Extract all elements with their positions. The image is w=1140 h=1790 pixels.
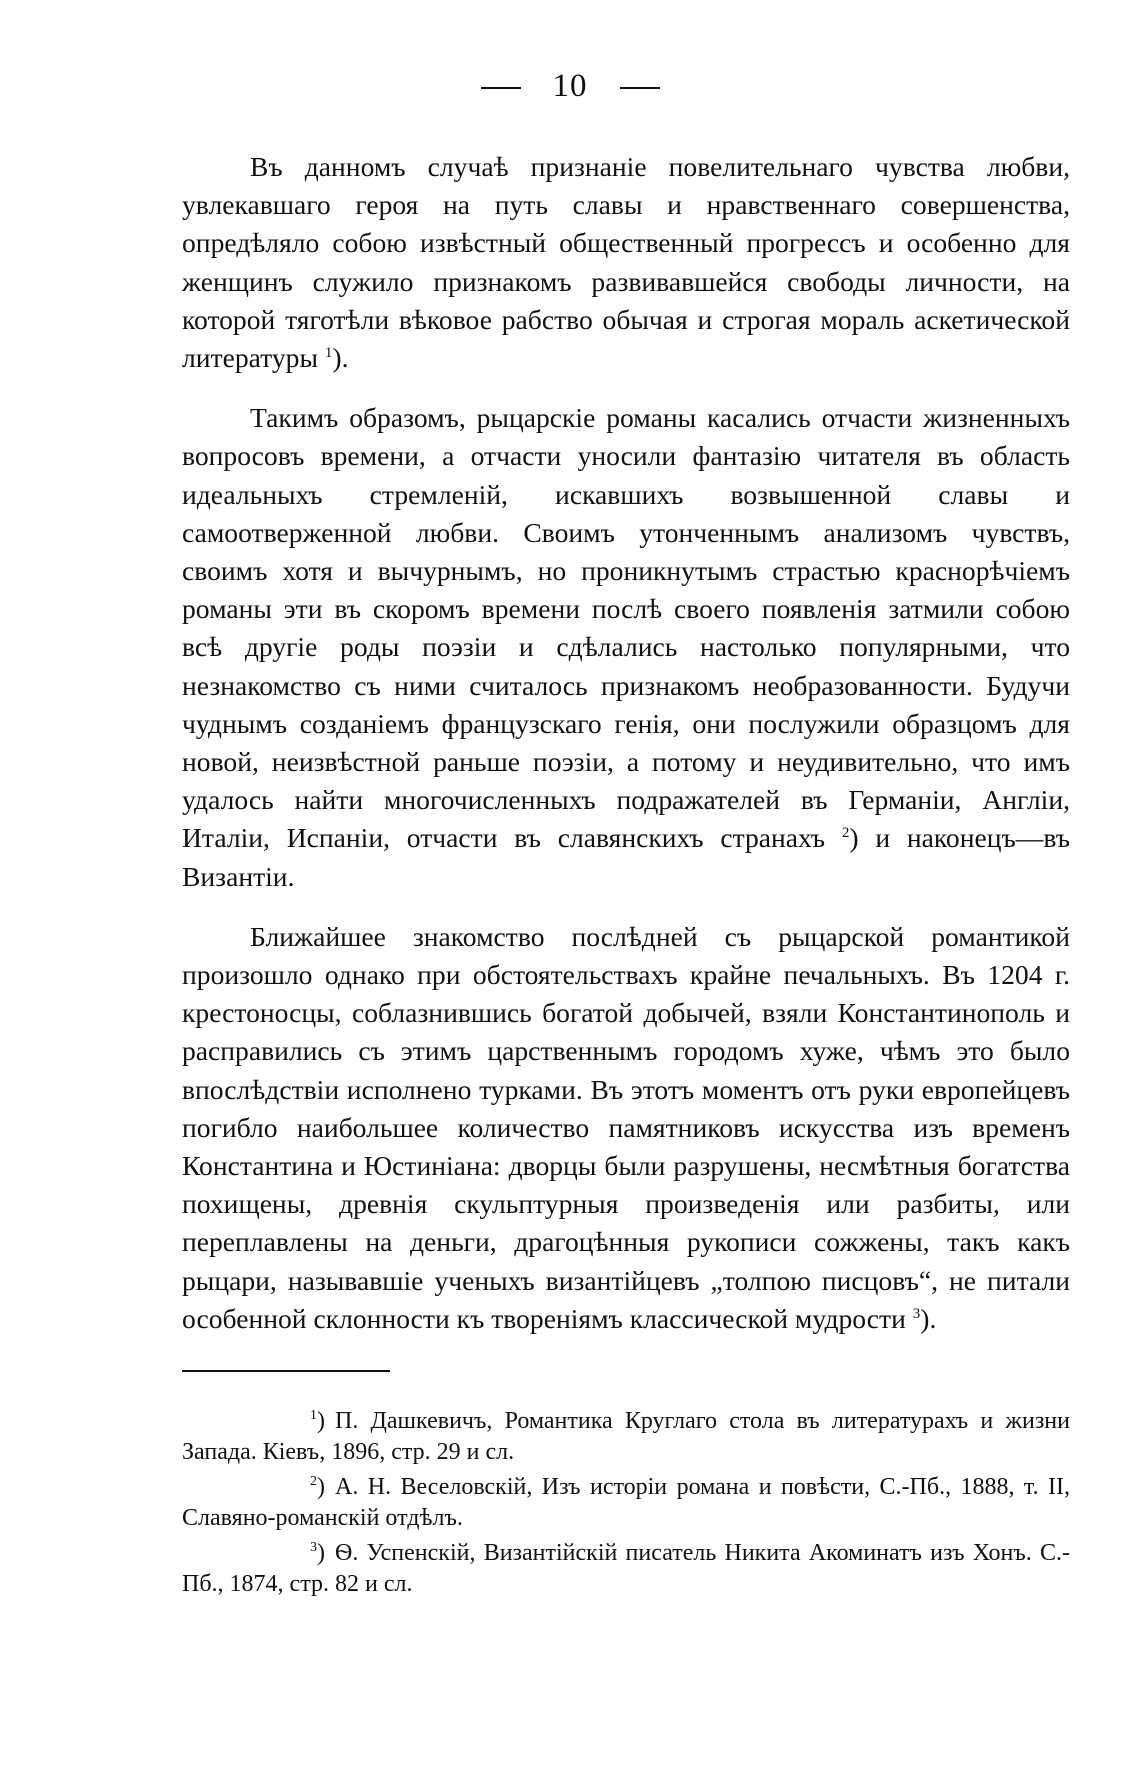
footnote-marker-number: 1 bbox=[310, 1408, 317, 1423]
paragraph-text: Такимъ образомъ, рыцарскіе романы касались отчасти жизненныхъ вопросовъ времени, а отчасти уносили фантазію читателя въ область идеальныхъ стремленій, искавшихъ возвышенной славы и самоотверженной любви. Своимъ утонченнымъ анализомъ чувствъ, своимъ хотя и вычурнымъ, но проникнутымъ страстью краснорѣчіемъ романы эти въ скоромъ времени послѣ своего появленія затмили собою всѣ другіе роды поэзіи и сдѣлались настолько популярными, что незнакомство съ ними считалось признакомъ необразованности. Будучи чуднымъ созданіемъ французскаго генія, они послужили образцомъ для новой, неизвѣстной раньше поэзіи, а потому и неудивительно, что имъ удалось найти многочисленныхъ подражателей въ Германіи, Англіи, Италіи, Испаніи, отчасти въ славянскихъ странахъ bbox=[182, 402, 1070, 854]
paragraph-text-tail: ). bbox=[332, 342, 349, 374]
paragraph-text: Ближайшее знакомство послѣдней съ рыцарской романтикой произошло однако при обстоятельствахъ крайне печальныхъ. Въ 1204 г. крестоносцы, соблазнившись богатой добычей, взяли Константинополь и расправились съ этимъ царственнымъ городомъ хуже, чѣмъ это было впослѣдствіи исполнено турками. Въ этотъ моментъ отъ руки европейцевъ погибло наибольшее количество памятниковъ искусства изъ временъ Константина и Юстиніана: дворцы были разрушены, несмѣтныя богатства похищены, древнія скульптурныя произведенія или разбиты, или переплавлены на деньги, драгоцѣнныя рукописи сожжены, такъ какъ рыцари, называвшіе ученыхъ византійцевъ „толпою писцовъ“, не питали особенной склонности къ твореніямъ классической мудрости bbox=[182, 920, 1070, 1334]
left-dash bbox=[481, 87, 521, 89]
footnote-ref: 1 bbox=[324, 344, 333, 361]
body-text bbox=[182, 148, 1070, 1338]
footnote-divider bbox=[182, 1370, 390, 1372]
paragraph-1 bbox=[182, 148, 1070, 377]
footnote-text: А. Н. Веселовскій, Изъ исторіи романа и повѣсти, С.-Пб., 1888, т. II, Славяно-романскій отдѣлъ. bbox=[182, 1474, 1070, 1531]
paragraph-3 bbox=[182, 918, 1070, 1338]
footnote-marker-number: 3 bbox=[310, 1540, 317, 1555]
page-number: 10 bbox=[552, 68, 588, 104]
page-number-header bbox=[0, 68, 1140, 105]
footnote-marker: $^1$) bbox=[310, 1408, 325, 1434]
footnote-text: П. Дашкевичъ, Романтика Круглаго стола въ литературахъ и жизни Запада. Кіевъ, 1896, стр. 29 и сл. bbox=[182, 1408, 1070, 1465]
paragraph-2 bbox=[182, 399, 1070, 896]
footnote-3 bbox=[182, 1538, 1070, 1600]
paragraph-text-tail: ) и наконецъ—въ Византіи. bbox=[182, 822, 1070, 892]
footnote-marker: $^3$) bbox=[310, 1540, 325, 1566]
footnotes bbox=[182, 1406, 1070, 1604]
footnote-marker-number: 2 bbox=[310, 1474, 317, 1489]
footnote-2 bbox=[182, 1472, 1070, 1534]
footnote-text: Ѳ. Успенскій, Византійскій писатель Никита Акоминатъ изъ Хонъ. С.-Пб., 1874, стр. 82 и сл. bbox=[182, 1540, 1070, 1597]
paragraph-text: Въ данномъ случаѣ признаніе повелительнаго чувства любви, увлекавшаго героя на путь славы и нравственнаго совершенства, опредѣляло собою извѣстный общественный прогрессъ и особенно для женщинъ служило признакомъ развивавшейся свободы личности, на которой тяготѣли вѣковое рабство обычая и строгая мораль аскетической литературы bbox=[182, 151, 1070, 374]
footnote-1 bbox=[182, 1406, 1070, 1468]
paragraph-text-tail: ). bbox=[920, 1302, 937, 1334]
right-dash bbox=[620, 87, 660, 89]
footnote-ref: 2 bbox=[841, 825, 850, 842]
footnote-marker: $^2$) bbox=[310, 1474, 325, 1500]
footnote-ref: 3 bbox=[912, 1305, 921, 1322]
